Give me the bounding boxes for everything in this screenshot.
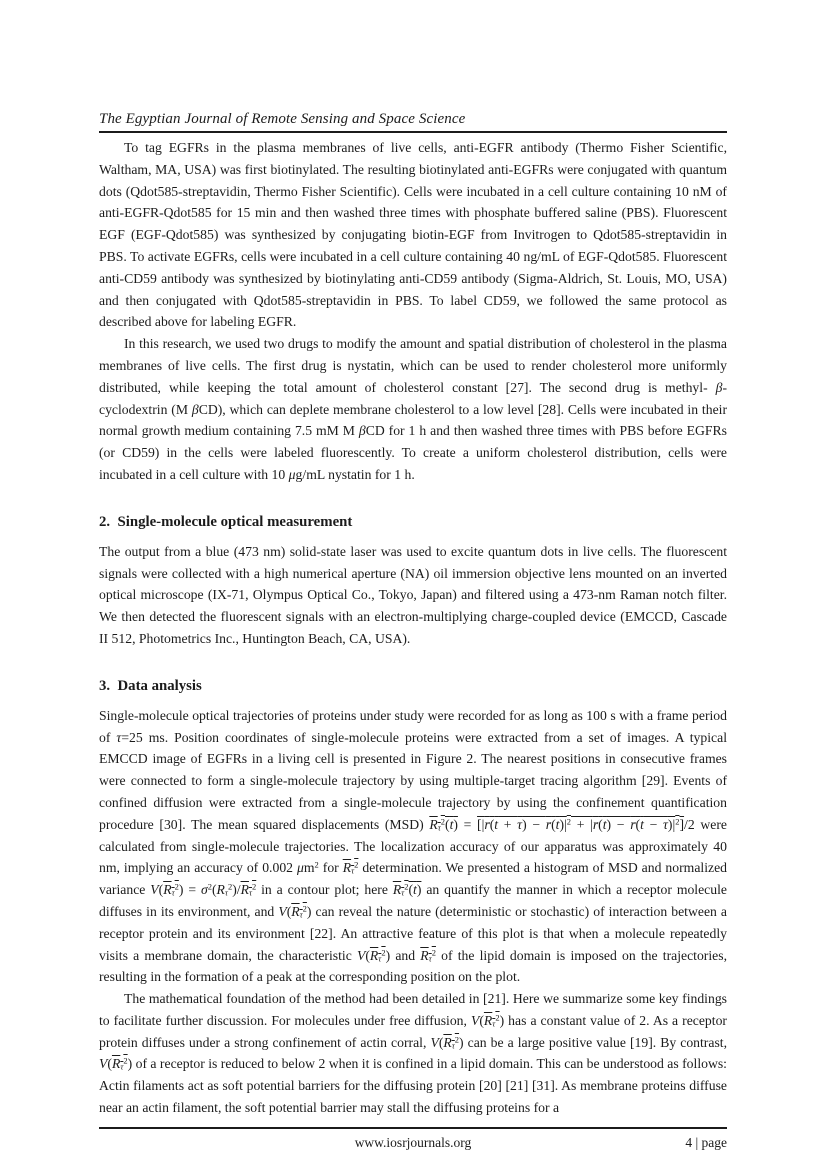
footer-site-url: www.iosrjournals.org (354, 1135, 472, 1150)
journal-title: The Egyptian Journal of Remote Sensing and Space Science (99, 111, 466, 127)
page-header (99, 110, 727, 133)
paragraph-egfr-labeling: To tag EGFRs in the plasma membranes of live cells, anti-EGFR antibody (Thermo Fisher Scientific, Waltham, MA, USA) was first biotinylated. The resulting biotinylated anti-EGFRs were conjugated with quantum dots (Qdot585-streptavidin, Thermo Fisher Scientific). Cells were incubated in a cell culture containing 10 nM of anti-EGFR-Qdot585 for 15 min and then washed three times with phosphate buffered saline (PBS). Fluorescent EGF (EGF-Qdot585) was synthesized by conjugating biotin-EGF from Invitrogen to Qdot585-streptavidin in PBS. To activate EGFRs, cells were incubated in a cell culture containing 40 ng/mL of EGF-Qdot585. Fluorescent anti-CD59 antibody was synthesized by biotinylating anti-CD59 antibody (Sigma-Aldrich, St. Louis, MO, USA) and then conjugated with Qdot585-streptavidin in PBS. To label CD59, we followed the same protocol as described above for labeling EGFR. (99, 140, 727, 330)
page-footer (99, 1127, 727, 1152)
document-body (99, 137, 727, 1119)
section-heading-optical-measurement: 2. Single-molecule optical measurement (99, 513, 353, 530)
paragraph-optical-setup: The output from a blue (473 nm) solid-state laser was used to excite quantum dots in live cells. The fluorescent signals were collected with a high numerical aperture (NA) oil immersion objective lens mounted on an inverted optical microscope (IX-71, Olympus Optical Co., Tokyo, Japan) and filtered using a 473-nm Raman notch filter. We then detected the fluorescent signals with an electron-multiplying charge-coupled device (EMCCD, Cascade II 512, Photometrics Inc., Huntington Beach, CA, USA). (99, 543, 727, 646)
footer-page-number: 4 | page (685, 1135, 727, 1150)
section-heading-data-analysis: 3. Data analysis (99, 677, 202, 694)
footer-row (99, 1134, 727, 1152)
paragraph-trajectories-msd: Single-molecule optical trajectories of proteins under study were recorded for as long as 100 s with a frame period of τ=25 ms. Position coordinates of single-molecule proteins were extracted from a set of images. A typical EMCCD image of EGFRs in a living cell is presented in Figure 2. The nearest positions in consecutive frames were connected to form a single-molecule trajectory by using multiple-target tracing algorithm [29]. Events of confined diffusion were extracted from a single-molecule trajectory by using the confinement quantification procedure [30]. The mean squared displacements (MSD) $R_\tau^2(t) = [|r \to(t + \tau) - r \to(t)|^2 + |r \to(t) - r \to(t - \tau)|^2]/2$ were calculated from single-molecule trajectories. The localization accuracy of our apparatus was approximately 40 nm, implying an accuracy of 0.002 $\mu m^2$ for $R_\tau^2$ determination. We presented a histogram of MSD and normalized variance $V(R_\tau^2) = \sigma^2(R_\tau^2)/R_\tau^2$ in a contour plot; here $R_\tau^2(t)$ an quantify the manner in which a receptor molecule diffuses in its environment, and $V(R_\tau^2)$ can reveal the nature (deterministic or stochastic) of interaction between a receptor protein and its environment [22]. An attractive feature of this plot is that when a molecule repeatedly visits a membrane domain, the characteristic $V(R_\tau^2)$ and $R_\tau^2$ of the lipid domain is imposed on the trajectories, resulting in the formation of a peak at the corresponding position on the plot. (99, 705, 727, 988)
paragraph-cholesterol-drugs: In this research, we used two drugs to modify the amount and spatial distribution of cholesterol in the plasma membranes of live cells. The first drug is nystatin, which can be used to render cholesterol more uniformly distributed, while keeping the total amount of cholesterol constant [27]. The second drug is methyl- β-cyclodextrin (M βCD), which can deplete membrane cholesterol to a low level [28]. Cells were incubated in their normal growth medium containing 7.5 mM M βCD for 1 h and then washed three times with PBS before EGFRs (or CD59) in the cells were labeled fluorescently. To create a uniform cholesterol distribution, cells were incubated in a cell culture with 10 μg/mL nystatin for 1 h. (99, 336, 728, 482)
paragraph-math-foundation: The mathematical foundation of the method had been detailed in [21]. Here we summarize some key findings to facilitate further discussion. For molecules under free diffusion, $V(R_\tau^2)$ has a constant value of 2. As a receptor protein diffuses under a strong confinement of actin corral, $V(R_\tau^2)$ can be a large positive value [19]. By contrast, $V(R_\tau^2)$ of a receptor is reduced to below 2 when it is confined in a lipid domain. This can be understood as follows: Actin filaments act as soft potential barriers for the diffusing protein [20] [21] [31]. As membrane proteins diffuse near an actin filament, the soft potential barrier may stall the diffusing proteins for a (99, 991, 727, 1116)
